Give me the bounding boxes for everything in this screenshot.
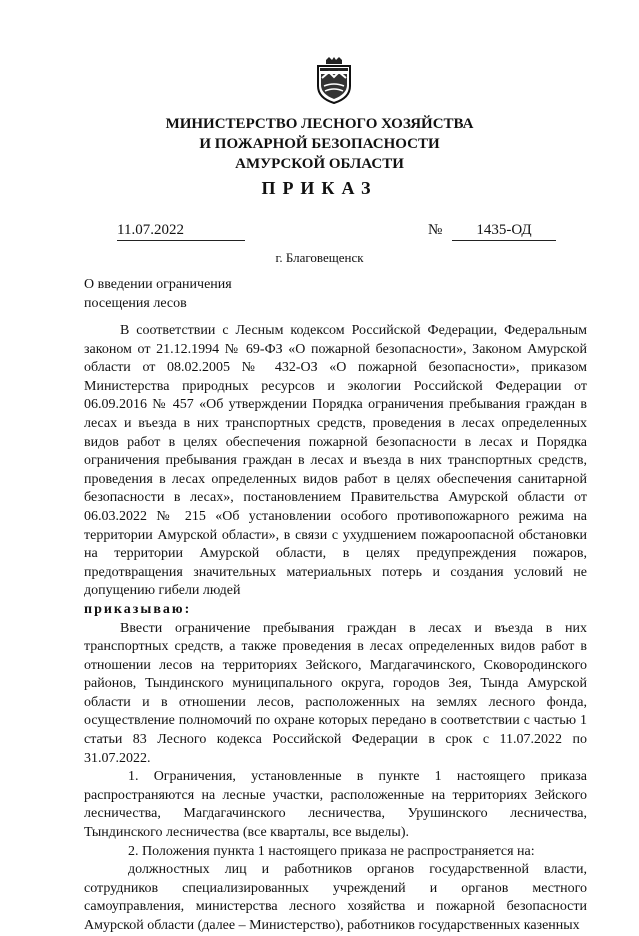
document-date: 11.07.2022 xyxy=(117,220,245,241)
number-label: № xyxy=(428,222,443,238)
coat-of-arms-icon xyxy=(312,56,356,104)
main-order-paragraph: Ввести ограничение пребывания граждан в лесах и въезда в них транспортных средств, а также проведения в лесах определенных видов работ в отношении лесов на территориях Зейского, Магдагачинского, Сковородинского районов, Тындинского муниципального округа, городов Зея, Тында Амурской области и в отношении лесов, расположенных на землях лесного фонда, осуществление полномочий по охране которых передано в соответствии с частью 1 статьи 83 Лесного кодекса Российской Федерации в срок с 11.07.2022 по 31.07.2022. xyxy=(84,620,587,766)
city: г. Благовещенск xyxy=(275,250,364,265)
ministry-line-1: МИНИСТЕРСТВО ЛЕСНОГО ХОЗЯЙСТВА xyxy=(165,116,474,132)
item-2-paragraph: 2. Положения пункта 1 настоящего приказа не распространяется на: xyxy=(128,843,535,859)
document-subject xyxy=(84,275,232,313)
item-2-text-paragraph: должностных лиц и работников органов государственной власти, сотрудников специализированных учреждений и органов местного самоуправления, министерства лесного хозяйства и пожарной безопасности Амурской области (далее – Министерство), работников государственных казенных xyxy=(84,862,587,933)
document-type: ПРИКАЗ xyxy=(261,178,378,198)
ministry-line-3: АМУРСКОЙ ОБЛАСТИ xyxy=(235,156,404,172)
preamble-paragraph: В соответствии с Лесным кодексом Российской Федерации, Федеральным законом от 21.12.1994 № 69-ФЗ «О пожарной безопасности», Законом Амурской области от 08.02.2005 № 432-ОЗ «О пожарной безопасности», приказом Министерства природных ресурсов и экологии Российской Федерации от 06.09.2016 № 457 «Об утверждении Порядка ограничения пребывания граждан в лесах и въезда в них транспортных средств, проведения в лесах определенных видов работ в целях обеспечения пожарной безопасности в лесах и Порядка ограничения пребывания граждан в лесах и въезда в них транспортных средств, проведения в лесах определенных видов работ в целях обеспечения санитарной безопасности в лесах», постановлением Правительства Амурской области от 06.03.2022 № 215 «Об установлении особого противопожарного режима на территории Амурской области», в связи с ухудшением пожароопасной обстановки на территории Амурской области, в целях предупреждения пожаров, предотвращения значительных материальных потерь и создания условий не допущению гибели людей xyxy=(84,323,587,599)
subject-line-2: посещения лесов xyxy=(84,296,187,311)
order-word: приказываю: xyxy=(84,601,192,617)
ministry-name xyxy=(0,114,639,174)
ministry-line-2: И ПОЖАРНОЙ БЕЗОПАСНОСТИ xyxy=(199,136,440,152)
subject-line-1: О введении ограничения xyxy=(84,277,232,292)
document-number: 1435-ОД xyxy=(452,220,556,241)
document-body xyxy=(84,322,587,936)
item-1-paragraph: 1. Ограничения, установленные в пункте 1 настоящего приказа распространяются на лесные участки, расположенные на территориях Зейского лесничества, Магдагачинского лесничества, Урушинского лесничества, Тындинского лесничества (все кварталы, все выделы). xyxy=(84,769,587,841)
